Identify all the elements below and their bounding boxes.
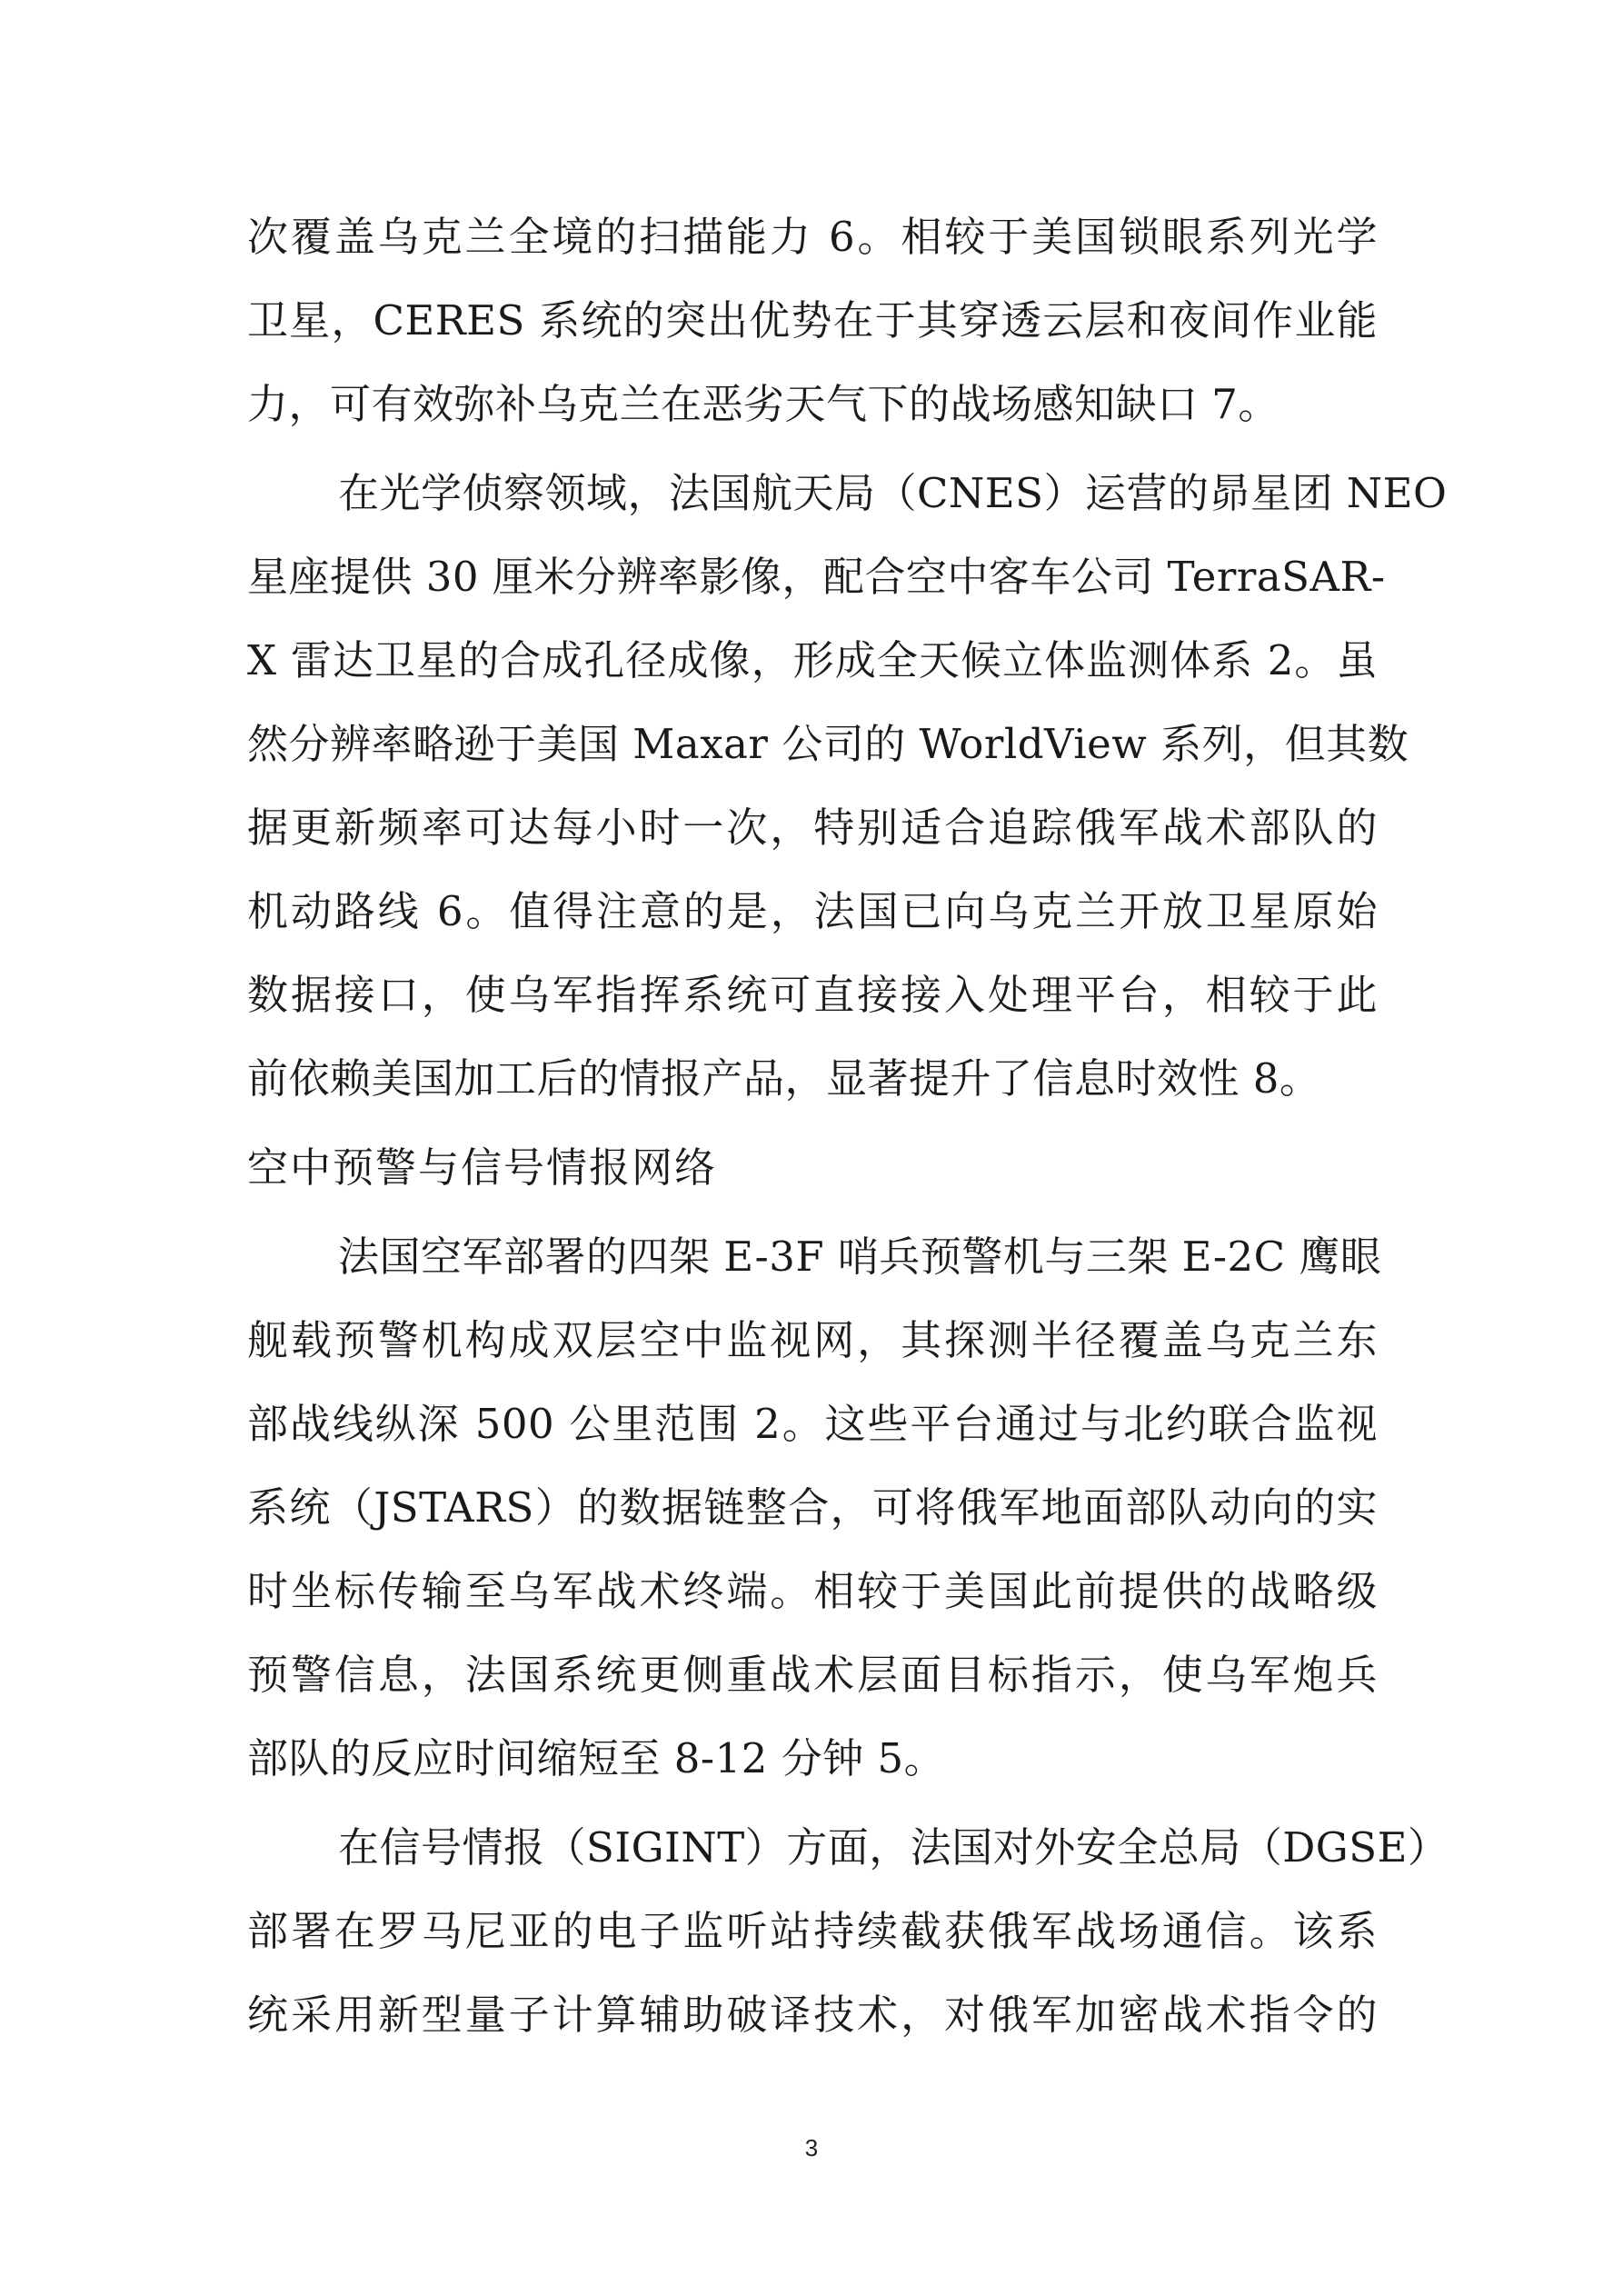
paragraph-1 — [247, 195, 1378, 446]
text-line: 时坐标传输至乌军战术终端。相较于美国此前提供的战略级 — [247, 1567, 1378, 1615]
text-line: 部队的反应时间缩短至 8-12 分钟 5。 — [247, 1734, 946, 1782]
page-number: 3 — [804, 2134, 819, 2161]
text-line: 部战线纵深 500 公里范围 2。这些平台通过与北约联合监视 — [247, 1400, 1378, 1448]
document-body — [247, 195, 1449, 2057]
text-line: 法国空军部署的四架 E-3F 哨兵预警机与三架 E-2C 鹰眼 — [338, 1233, 1382, 1281]
text-line: 据更新频率可达每小时一次，特别适合追踪俄军战术部队的 — [247, 804, 1378, 852]
text-line: X 雷达卫星的合成孔径成像，形成全天候立体监测体系 2。虽 — [247, 636, 1378, 684]
paragraph-2 — [247, 452, 1448, 1121]
text-line: 在信号情报（SIGINT）方面，法国对外安全总局（DGSE） — [338, 1823, 1449, 1872]
text-line: 前依赖美国加工后的情报产品，显著提升了信息时效性 8。 — [247, 1054, 1321, 1103]
text-line: 部署在罗马尼亚的电子监听站持续截获俄军战场通信。该系 — [247, 1907, 1378, 1955]
text-line: 预警信息，法国系统更侧重战术层面目标指示，使乌军炮兵 — [247, 1651, 1378, 1699]
paragraph-4 — [247, 1806, 1449, 2057]
text-line: 然分辨率略逊于美国 Maxar 公司的 WorldView 系列，但其数 — [247, 720, 1409, 768]
text-line: 统采用新型量子计算辅助破译技术，对俄军加密战术指令的 — [247, 1991, 1378, 2039]
text-line: 力，可有效弥补乌克兰在恶劣天气下的战场感知缺口 7。 — [247, 380, 1279, 428]
section-heading: 空中预警与信号情报网络 — [247, 1143, 718, 1192]
text-line: 卫星，CERES 系统的突出优势在于其穿透云层和夜间作业能 — [247, 296, 1378, 344]
text-line: 次覆盖乌克兰全境的扫描能力 6。相较于美国锁眼系列光学 — [247, 213, 1378, 261]
paragraph-3 — [247, 1215, 1382, 1801]
text-line: 在光学侦察领域，法国航天局（CNES）运营的昴星团 NEO — [338, 469, 1448, 517]
text-line: 机动路线 6。值得注意的是，法国已向乌克兰开放卫星原始 — [247, 887, 1378, 935]
text-line: 星座提供 30 厘米分辨率影像，配合空中客车公司 TerraSAR- — [247, 553, 1386, 601]
text-line: 系统（JSTARS）的数据链整合，可将俄军地面部队动向的实 — [247, 1483, 1378, 1532]
text-line: 舰载预警机构成双层空中监视网，其探测半径覆盖乌克兰东 — [247, 1316, 1378, 1364]
text-line: 数据接口，使乌军指挥系统可直接接入处理平台，相较于此 — [247, 971, 1378, 1019]
